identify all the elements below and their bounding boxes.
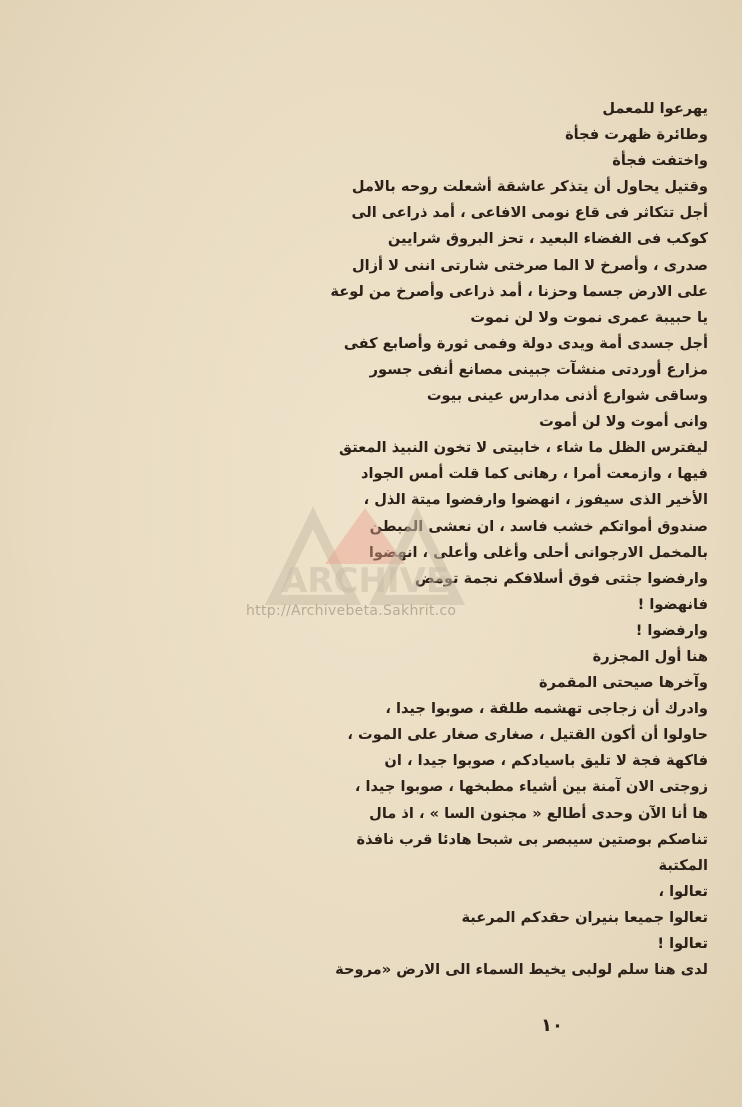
poem-line: صندوق أمواتكم خشب فاسد ، ان نعشى المبطن	[369, 517, 708, 535]
poem-line: لدى هنا سلم لولبى يخيط السماء الى الارض «مروحة	[335, 961, 708, 979]
poem-line: تناصكم بوصتين سيبصر بى شبحا هادئا قرب نافذة	[356, 830, 708, 848]
poem-line: المكتبة	[658, 856, 708, 874]
poem-line: ليفترس الظل ما شاء ، خابيتى لا تخون النبيذ المعتق	[339, 439, 708, 457]
poem-line: أجل تتكاثر فى قاع نومى الافاعى ، أمد ذراعى الى	[351, 204, 708, 222]
poem-line: صدرى ، وأصرخ لا الما صرختى شارتى اننى لا أزال	[351, 256, 708, 274]
watermark-logo-text: ARCHIVE	[280, 561, 450, 601]
poem-text	[176, 96, 708, 983]
poem-line: وآخرها صيحتى المقمرة	[539, 674, 708, 692]
poem-line: تعالوا ،	[658, 882, 708, 900]
poem-line: فيها ، وازمعت أمرا ، رهانى كما قلت أمس الجواد	[360, 465, 708, 483]
poem-line: واختفت فجأة	[612, 152, 708, 170]
poem-line: فاكهة فجة لا تليق باسيادكم ، صوبوا جيدا ، ان	[384, 752, 708, 770]
poem-line: كوكب فى الفضاء البعيد ، تحز البروق شرايين	[387, 230, 708, 248]
poem-line: ها أنا الآن وحدى أطالع « مجنون السا » ، اذ مال	[369, 804, 708, 822]
poem-line: هنا أول المجزرة	[592, 647, 708, 665]
poem-line: فانهضوا !	[637, 595, 708, 613]
poem-line: الأخير الذى سيفوز ، انهضوا وارفضوا ميتة الذل ،	[363, 491, 708, 509]
poem-line: وارفضوا !	[635, 621, 708, 639]
page-number: ١٠	[541, 1015, 563, 1036]
poem-line: وقتيل يحاول أن يتذكر عاشقة أشعلت روحه بالامل	[351, 178, 708, 196]
poem-line: وانى أموت ولا لن أموت	[539, 413, 708, 431]
poem-line: بالمخمل الارجوانى أحلى وأغلى وأعلى ، انهضوا	[368, 543, 708, 561]
poem-line: وطائرة ظهرت فجأة	[565, 126, 708, 144]
poem-line: زوجتى الان آمنة بين أشياء مطبخها ، صوبوا جيدا ،	[354, 778, 708, 796]
poem-line: تعالوا جميعا بنيران حقدكم المرعبة	[461, 908, 708, 926]
poem-line: مزارع أوردتى منشآت جبينى مصانع أنفى جسور	[369, 360, 708, 378]
poem-line: وساقى شوارع أذنى مدارس عينى بيوت	[426, 387, 708, 405]
poem-line: وارفضوا جثتى فوق أسلافكم نجمة تومض	[414, 569, 708, 587]
poem-line: تعالوا !	[657, 935, 708, 952]
poem-line: أجل جسدى أمة ويدى دولة وفمى ثورة وأصابع كفى	[343, 334, 708, 352]
watermark-url: http://Archivebeta.Sakhrit.co	[246, 603, 457, 619]
poem-line: يهرعوا للمعمل	[602, 100, 708, 117]
poem-line: حاولوا أن أكون القتيل ، صغارى صغار على الموت ،	[347, 726, 708, 744]
poem-line: على الارض جسما وحزنا ، أمد ذراعى وأصرخ من لوعة	[330, 282, 708, 300]
poem-line: وادرك أن زجاجى تهشمه طلقة ، صوبوا جيدا ،	[385, 700, 708, 718]
poem-line: يا حبيبة عمرى نموت ولا لن نموت	[470, 308, 708, 326]
